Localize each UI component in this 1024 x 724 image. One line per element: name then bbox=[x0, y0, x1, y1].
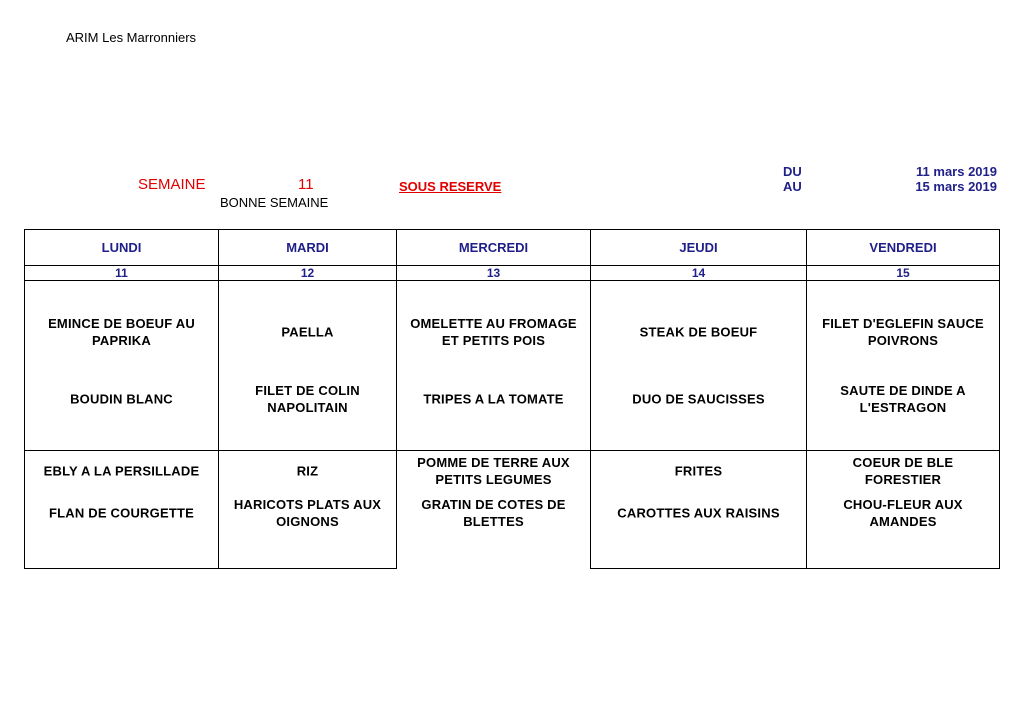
day-number-vendredi: 15 bbox=[806, 265, 1000, 281]
day-header-vendredi: VENDREDI bbox=[806, 229, 1000, 266]
day-header-lundi: LUNDI bbox=[24, 229, 219, 266]
main-dish: SAUTE DE DINDE A L'ESTRAGON bbox=[840, 383, 966, 415]
side-dishes-lundi bbox=[24, 450, 219, 569]
from-date: 11 mars 2019 bbox=[916, 164, 997, 179]
day-number-mercredi: 13 bbox=[396, 265, 591, 281]
main-dish: FILET DE COLIN NAPOLITAIN bbox=[255, 383, 360, 415]
side-dishes-mardi bbox=[218, 450, 397, 569]
day-number-lundi: 11 bbox=[24, 265, 219, 281]
week-label: SEMAINE bbox=[138, 176, 206, 193]
side-dishes-jeudi bbox=[590, 450, 807, 569]
day-header-jeudi: JEUDI bbox=[590, 229, 807, 266]
main-dish: EMINCE DE BOEUF AU PAPRIKA bbox=[48, 316, 195, 348]
side-dishes-vendredi bbox=[806, 450, 1000, 569]
main-dish: TRIPES A LA TOMATE bbox=[423, 391, 564, 407]
main-dishes-vendredi bbox=[806, 280, 1000, 451]
reserve-notice: SOUS RESERVE bbox=[399, 179, 502, 194]
main-dishes-mercredi bbox=[396, 280, 591, 451]
week-number: 11 bbox=[298, 176, 314, 193]
day-number-mardi: 12 bbox=[218, 265, 397, 281]
side-dish: COEUR DE BLE FORESTIER bbox=[852, 455, 954, 487]
side-dish: CHOU-FLEUR AUX AMANDES bbox=[843, 497, 963, 529]
main-dish: PAELLA bbox=[281, 324, 334, 340]
main-dishes-jeudi bbox=[590, 280, 807, 451]
side-dishes-mercredi bbox=[396, 450, 591, 569]
main-dish: DUO DE SAUCISSES bbox=[632, 391, 765, 407]
side-dish: FLAN DE COURGETTE bbox=[49, 505, 194, 521]
main-dish: OMELETTE AU FROMAGE ET PETITS POIS bbox=[410, 316, 577, 348]
main-dishes-mardi bbox=[218, 280, 397, 451]
to-date: 15 mars 2019 bbox=[915, 179, 997, 194]
side-dish: GRATIN DE COTES DE BLETTES bbox=[421, 497, 566, 529]
side-dish: FRITES bbox=[674, 463, 723, 479]
side-dish: POMME DE TERRE AUX PETITS LEGUMES bbox=[417, 455, 570, 487]
side-dish: RIZ bbox=[296, 463, 319, 479]
to-label: AU bbox=[783, 179, 802, 194]
side-dish: HARICOTS PLATS AUX OIGNONS bbox=[233, 497, 382, 529]
day-header-mercredi: MERCREDI bbox=[396, 229, 591, 266]
organization-name: ARIM Les Marronniers bbox=[66, 30, 197, 45]
day-header-mardi: MARDI bbox=[218, 229, 397, 266]
main-dishes-lundi bbox=[24, 280, 219, 451]
side-dish: EBLY A LA PERSILLADE bbox=[43, 463, 200, 479]
day-number-jeudi: 14 bbox=[590, 265, 807, 281]
main-dish: STEAK DE BOEUF bbox=[639, 324, 758, 340]
greeting: BONNE SEMAINE bbox=[220, 195, 329, 210]
main-dish: BOUDIN BLANC bbox=[70, 391, 173, 407]
from-label: DU bbox=[783, 164, 802, 179]
side-dish: CAROTTES AUX RAISINS bbox=[617, 505, 780, 521]
main-dish: FILET D'EGLEFIN SAUCE POIVRONS bbox=[822, 316, 984, 348]
